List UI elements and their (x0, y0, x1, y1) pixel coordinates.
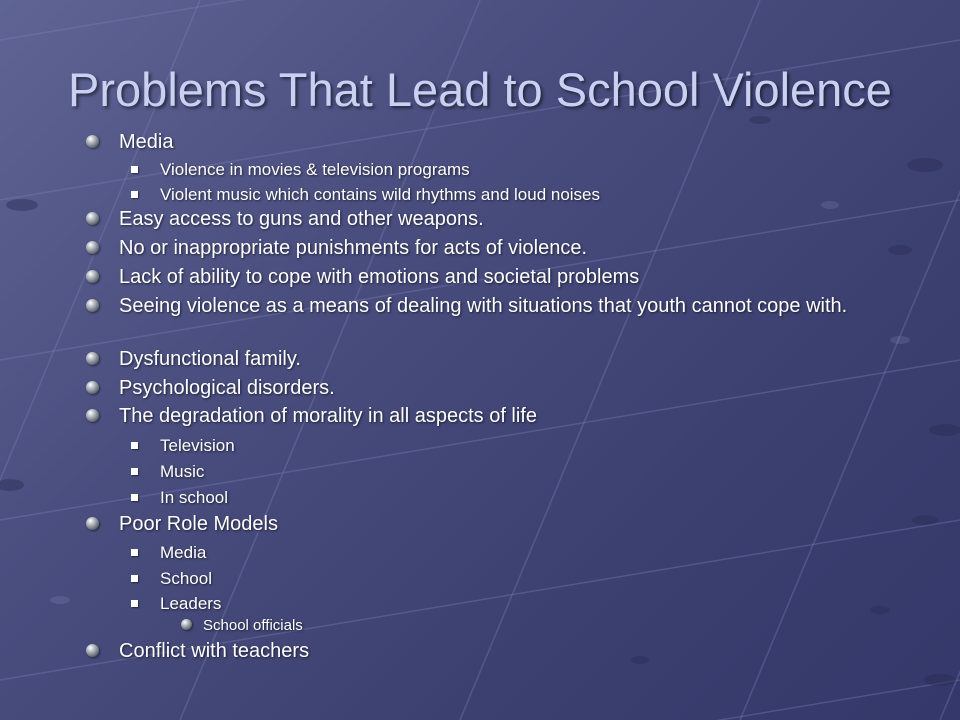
round-bullet-icon (86, 135, 99, 148)
round-bullet-icon (86, 644, 99, 657)
bullet-item-level-3 (203, 617, 803, 635)
bullet-text: Poor Role Models (119, 513, 278, 535)
round-bullet-icon (86, 517, 99, 530)
square-bullet-icon (131, 468, 138, 475)
square-bullet-icon (131, 600, 138, 607)
square-bullet-icon (131, 442, 138, 449)
square-bullet-icon (131, 166, 138, 173)
bullet-text: Television (160, 436, 235, 455)
bullet-text: School (160, 569, 212, 588)
round-bullet-icon (86, 212, 99, 225)
bullet-text: Violent music which contains wild rhythms and loud noises (160, 185, 601, 204)
bullet-text: The degradation of morality in all aspects of life (119, 405, 537, 427)
round-bullet-icon (86, 352, 99, 365)
bullet-item-level-2 (160, 462, 860, 482)
bullet-text: Psychological disorders. (119, 377, 335, 399)
bullet-item-level-2 (160, 594, 860, 614)
round-bullet-icon (181, 619, 192, 630)
bullet-text: Media (119, 131, 174, 153)
bullet-item-level-2 (160, 488, 860, 508)
bullet-item-level-1 (119, 378, 899, 399)
bullet-text: Violence in movies & television programs (160, 160, 470, 179)
bullet-item-level-1 (119, 209, 899, 230)
bullet-item-level-1 (119, 406, 899, 427)
bullet-text: Leaders (160, 594, 222, 613)
bullet-item-level-1 (119, 267, 899, 288)
bullet-item-level-1 (119, 132, 899, 153)
square-bullet-icon (131, 549, 138, 556)
bullet-item-level-1 (119, 296, 899, 317)
bullet-item-level-2 (160, 543, 860, 563)
round-bullet-icon (86, 299, 99, 312)
bullet-item-level-2 (160, 569, 860, 589)
round-bullet-icon (86, 241, 99, 254)
bullet-item-level-1 (119, 514, 899, 535)
bullet-text: Music (160, 462, 205, 481)
bullet-text: Seeing violence as a means of dealing with situations that youth cannot cope with. (119, 295, 848, 317)
bullet-text: Media (160, 543, 207, 562)
bullet-text: School officials (203, 617, 303, 634)
slide-title: Problems That Lead to School Violence (68, 63, 892, 116)
bullet-text: Lack of ability to cope with emotions and societal problems (119, 266, 640, 288)
bullet-item-level-2 (160, 185, 860, 205)
bullet-text: No or inappropriate punishments for acts of violence. (119, 237, 588, 259)
bullet-item-level-1 (119, 641, 899, 662)
round-bullet-icon (86, 270, 99, 283)
bullet-item-level-1 (119, 238, 899, 259)
square-bullet-icon (131, 575, 138, 582)
square-bullet-icon (131, 191, 138, 198)
round-bullet-icon (86, 381, 99, 394)
bullet-item-level-2 (160, 160, 860, 180)
bullet-text: Easy access to guns and other weapons. (119, 208, 484, 230)
bullet-item-level-2 (160, 436, 860, 456)
bullet-text: In school (160, 488, 229, 507)
round-bullet-icon (86, 409, 99, 422)
bullet-text: Conflict with teachers (119, 640, 310, 662)
square-bullet-icon (131, 494, 138, 501)
bullet-item-level-1 (119, 349, 899, 370)
bullet-text: Dysfunctional family. (119, 348, 301, 370)
